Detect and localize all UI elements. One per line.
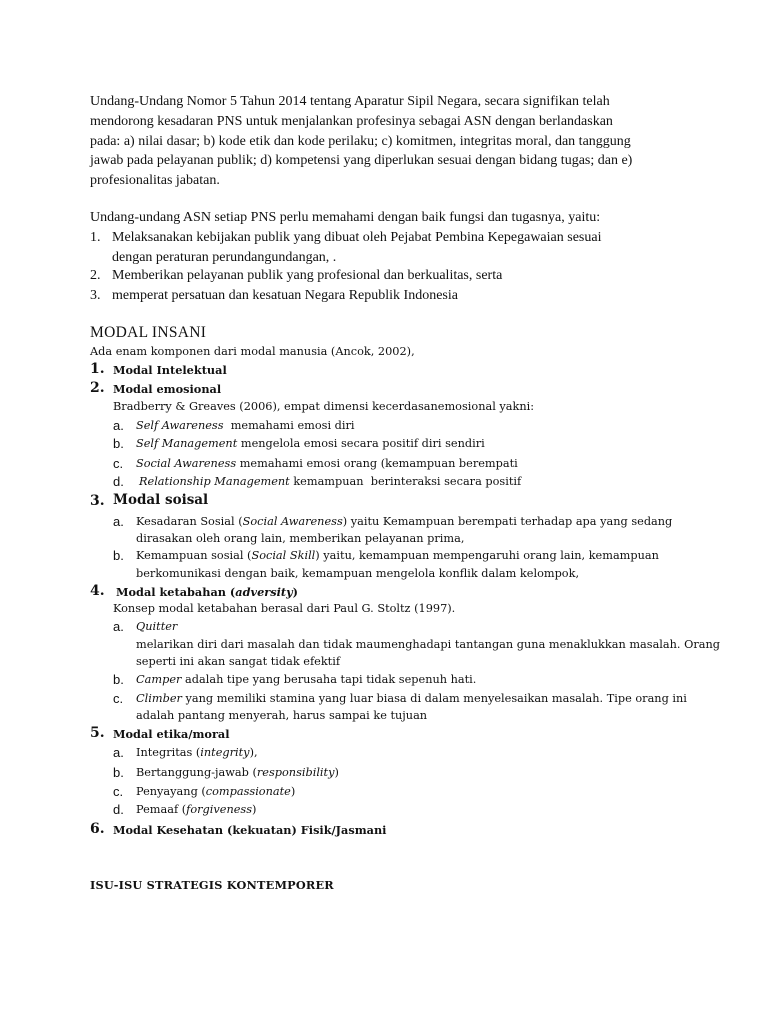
item-term: responsibility <box>256 766 335 779</box>
section-heading: MODAL INSANI <box>90 324 207 341</box>
item-rest: memahami emosi orang (kemampuan berempati <box>236 457 518 470</box>
modal-title: Modal etika/moral <box>113 727 230 741</box>
fungsi-lead: Undang-undang ASN setiap PNS perlu memahami dengan baik fungsi dan tugasnya, yaitu: <box>90 210 601 225</box>
item-text: ) <box>290 785 296 798</box>
item-term: forgiveness <box>186 803 253 816</box>
item-letter: c. <box>113 784 124 799</box>
item-letter: b. <box>113 765 124 780</box>
item-term: integrity <box>200 746 250 759</box>
intro-line: Undang-Undang Nomor 5 Tahun 2014 tentang Aparatur Sipil Negara, secara signifikan telah <box>90 94 610 109</box>
item-text: Bertanggung-jawab ( <box>136 766 257 779</box>
list-item <box>136 419 355 432</box>
intro-line: profesionalitas jabatan. <box>90 173 220 188</box>
modal-number: 1. <box>90 361 105 377</box>
item-letter: b. <box>113 548 124 563</box>
list-item <box>136 549 659 562</box>
modal-desc: Konsep modal ketabahan berasal dari Paul G. Stoltz (1997). <box>113 602 456 615</box>
item-term: Self Awareness <box>136 419 224 432</box>
list-number: 3. <box>90 288 101 303</box>
list-item-text: memperat persatuan dan kesatuan Negara Republik Indonesia <box>112 288 458 303</box>
item-continuation: berkomunikasi dengan baik, kemampuan mengelola konflik dalam kelompok, <box>136 567 580 580</box>
item-text: Penyayang ( <box>136 785 206 798</box>
list-item <box>136 515 672 528</box>
item-text: Pemaaf ( <box>136 803 187 816</box>
item-letter: a. <box>113 745 124 760</box>
item-text: ) <box>252 803 257 816</box>
list-number: 1. <box>90 230 101 245</box>
modal-number: 5. <box>90 725 105 741</box>
item-term: Climber <box>136 692 182 705</box>
item-term: Social Skill <box>251 549 316 562</box>
item-letter: d. <box>113 474 124 489</box>
item-continuation: seperti ini akan sangat tidak efektif <box>136 655 341 668</box>
item-rest: mengelola emosi secara positif diri sendiri <box>237 437 485 450</box>
item-letter: a. <box>113 514 124 529</box>
item-text: ), <box>249 746 258 759</box>
list-item <box>136 803 256 816</box>
intro-line: mendorong kesadaran PNS untuk menjalankan profesinya sebagai ASN dengan berlandaskan <box>90 114 613 129</box>
modal-number: 3. <box>90 493 105 509</box>
list-item-text: Melaksanakan kebijakan publik yang dibuat oleh Pejabat Pembina Kepegawaian sesuai <box>112 230 602 245</box>
list-item <box>136 457 518 470</box>
intro-line: pada: a) nilai dasar; b) kode etik dan kode perilaku; c) komitmen, integritas moral, dan tanggung <box>90 134 631 149</box>
list-item <box>136 673 476 686</box>
item-continuation: melarikan diri dari masalah dan tidak maumenghadapi tantangan guna menaklukkan masalah. Orang <box>136 638 721 651</box>
item-term: compassionate <box>205 785 291 798</box>
list-number: 2. <box>90 268 101 283</box>
section-intro: Ada enam komponen dari modal manusia (Ancok, 2002), <box>90 345 415 358</box>
item-rest: yang memiliki stamina yang luar biasa di dalam menyelesaikan masalah. Tipe orang ini <box>181 692 687 705</box>
item-term: Social Awareness <box>242 515 343 528</box>
modal-number: 2. <box>90 380 105 396</box>
item-rest: kemampuan berinteraksi secara positif <box>289 475 522 488</box>
intro-line: jawab pada pelayanan publik; d) kompetensi yang diperlukan sesuai dengan bidang tugas; dan e) <box>90 153 633 168</box>
item-term: Social Awareness <box>136 457 237 470</box>
list-item-text: dengan peraturan perundangundangan, . <box>112 250 337 265</box>
modal-title: Modal emosional <box>113 382 222 396</box>
title-text: Modal ketabahan ( <box>116 585 236 599</box>
modal-number: 6. <box>90 821 105 837</box>
item-letter: d. <box>113 802 124 817</box>
list-item <box>139 475 521 488</box>
item-text: Kesadaran Sosial ( <box>136 515 243 528</box>
item-term: Self Management <box>136 437 238 450</box>
list-item <box>136 766 339 779</box>
modal-desc: Bradberry & Greaves (2006), empat dimensi kecerdasanemosional yakni: <box>113 400 535 413</box>
item-text: ) yaitu, kemampuan mempengaruhi orang lain, kemampuan <box>315 549 659 562</box>
item-letter: b. <box>113 436 124 451</box>
list-item-text: Memberikan pelayanan publik yang profesional dan berkualitas, serta <box>112 268 503 283</box>
modal-number: 4. <box>90 583 105 599</box>
list-item <box>136 746 258 759</box>
item-term: Relationship Management <box>139 475 290 488</box>
item-text: Integritas ( <box>136 746 201 759</box>
modal-title: Modal Kesehatan (kekuatan) Fisik/Jasmani <box>113 823 387 837</box>
isu-heading: ISU-ISU STRATEGIS KONTEMPORER <box>90 878 334 892</box>
item-rest: memahami emosi diri <box>223 419 355 432</box>
modal-title: Modal Intelektual <box>113 363 227 377</box>
item-text: ) yaitu Kemampuan berempati terhadap apa yang sedang <box>342 515 673 528</box>
item-continuation: adalah pantang menyerah, harus sampai ke tujuan <box>136 709 428 722</box>
item-continuation: dirasakan oleh orang lain, memberikan pelayanan prima, <box>136 532 465 545</box>
item-letter: a. <box>113 418 124 433</box>
item-letter: b. <box>113 672 124 687</box>
title-term: adversity <box>235 585 293 599</box>
list-item <box>136 692 687 705</box>
modal-title <box>116 585 298 599</box>
item-letter: c. <box>113 456 124 471</box>
item-term: Quitter <box>136 620 178 633</box>
item-letter: a. <box>113 619 124 634</box>
list-item <box>136 437 485 450</box>
item-term: Camper <box>136 673 182 686</box>
title-text: ) <box>292 585 298 599</box>
list-item <box>136 785 295 798</box>
item-text: ) <box>334 766 339 779</box>
modal-title: Modal soisal <box>113 492 209 508</box>
item-rest: adalah tipe yang berusaha tapi tidak sepenuh hati. <box>181 673 477 686</box>
item-text: Kemampuan sosial ( <box>136 549 252 562</box>
item-letter: c. <box>113 691 124 706</box>
